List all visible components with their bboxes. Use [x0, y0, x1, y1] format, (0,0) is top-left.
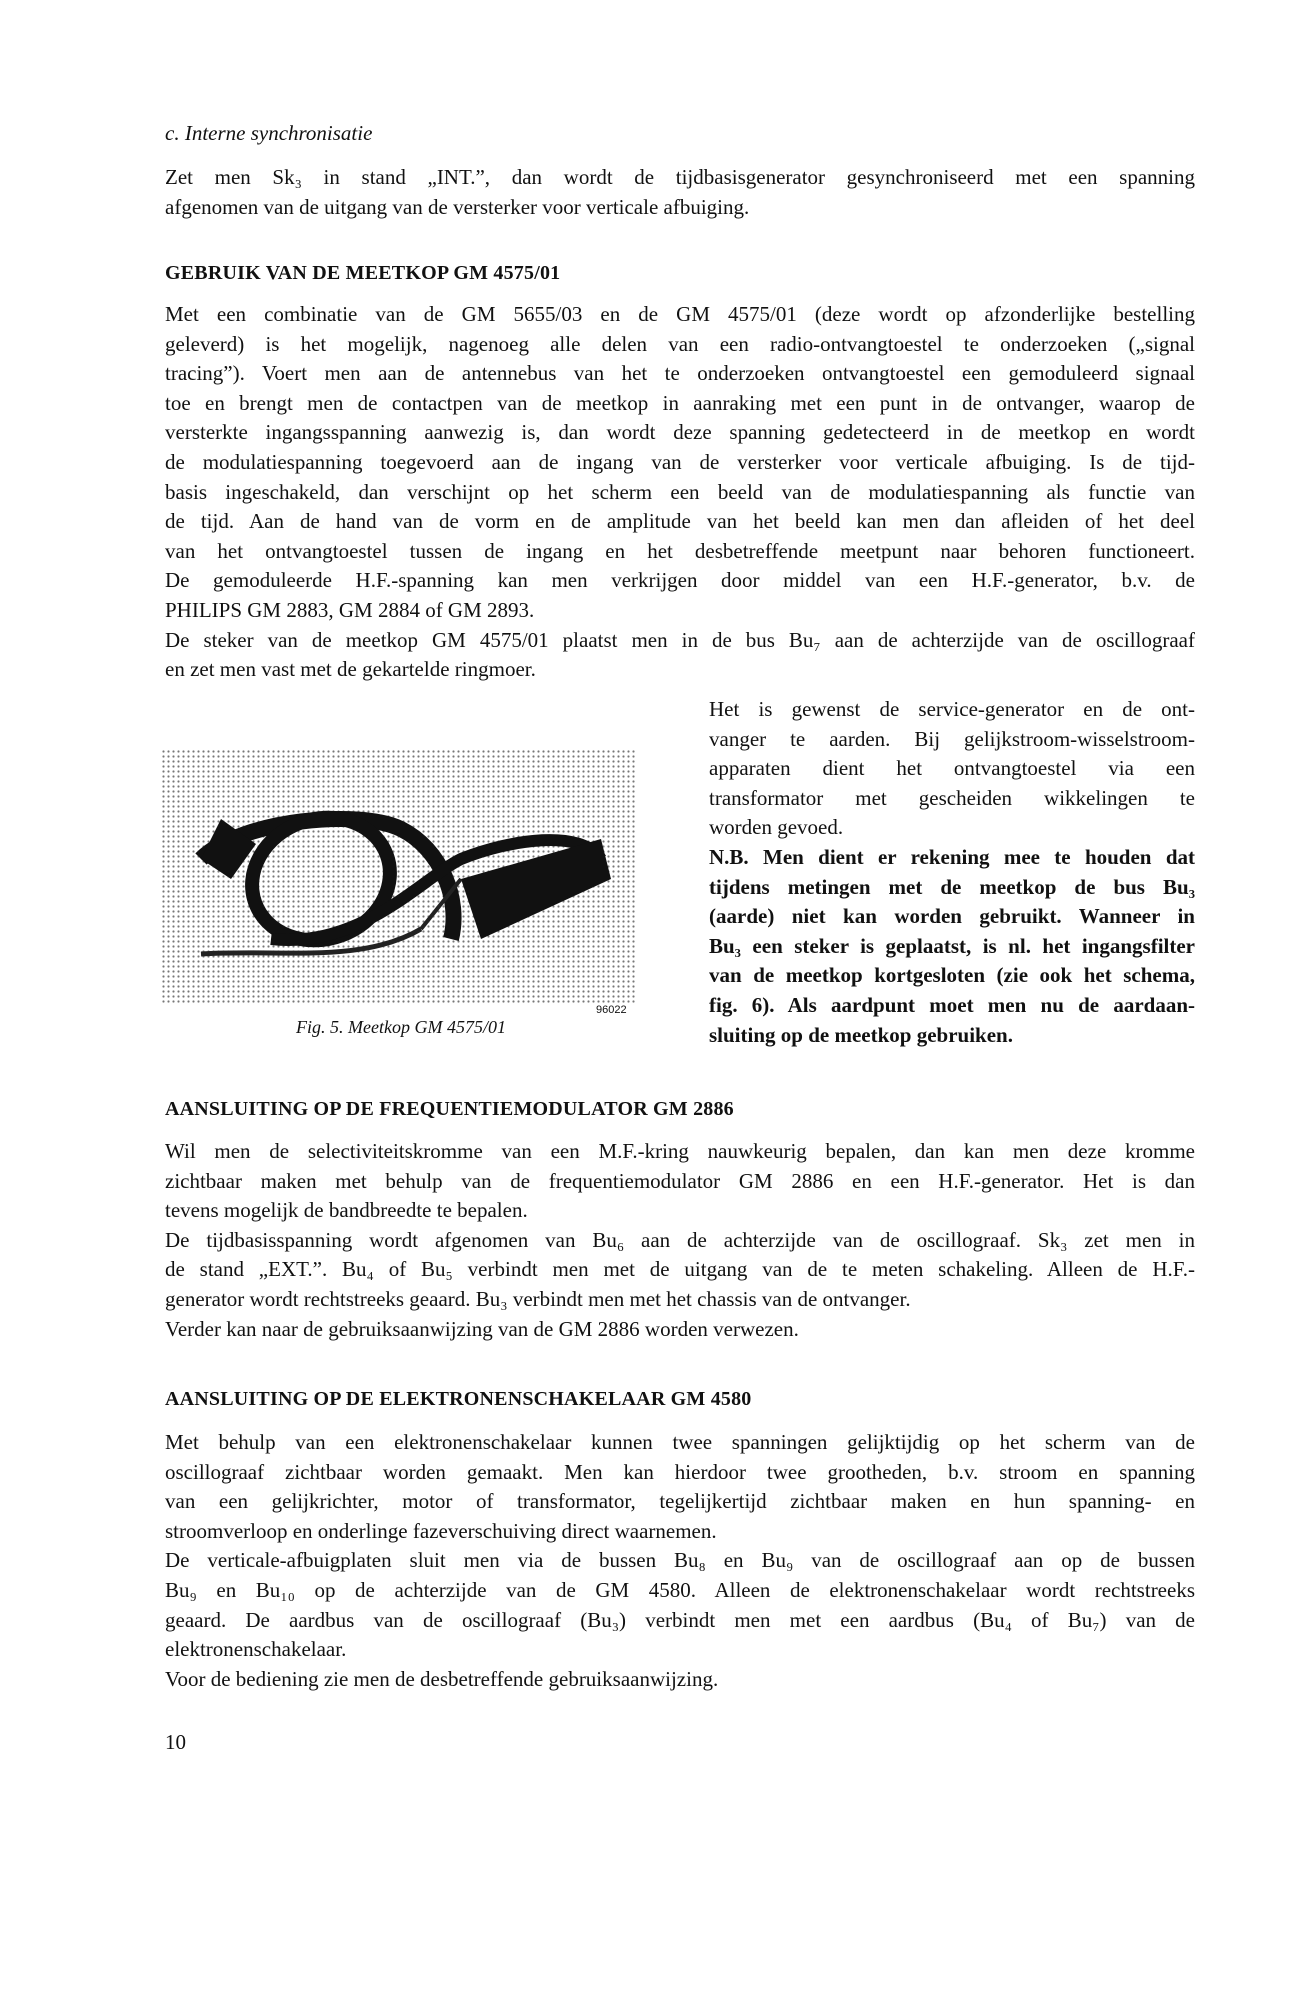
- text-line: van een gelijkrichter, motor of transformator, tegelijkertijd zichtbaar maken en hun spanning- en: [165, 1489, 1195, 1514]
- figure-code: 96022: [596, 1004, 627, 1016]
- paragraph-block: [165, 300, 1195, 685]
- text-line: De steker van de meetkop GM 4575/01 plaatst men in de bus Bu₇ aan de achterzijde van de oscillograaf: [165, 627, 1195, 652]
- text-line: en zet men vast met de gekartelde ringmoer.: [165, 657, 536, 682]
- page-number: 10: [165, 1730, 186, 1754]
- paragraph: [165, 1665, 1195, 1695]
- text-line: De verticale-afbuigplaten sluit men via de bussen Bu₈ en Bu₉ van de oscillograaf aan op de bussen: [165, 1548, 1195, 1573]
- text-line: apparaten dient het ontvangtoestel via een: [709, 756, 1195, 781]
- text-line: PHILIPS GM 2883, GM 2884 of GM 2893.: [165, 597, 535, 622]
- text-line: basis ingeschakeld, dan verschijnt op het scherm een beeld van de modulatiespanning als functie van: [165, 479, 1195, 504]
- text-line: afgenomen van de uitgang van de versterker voor verticale afbuiging.: [165, 194, 750, 219]
- right-column-text: [709, 695, 1195, 1050]
- text-line: oscillograaf zichtbaar worden gemaakt. Men kan hierdoor twee grootheden, b.v. stroom en spanning: [165, 1459, 1195, 1484]
- text-line: Bu₃ een steker is geplaatst, is nl. het ingangsfilter: [709, 933, 1195, 958]
- paragraph-block: [165, 1428, 1195, 1694]
- text-line: transformator met gescheiden wikkelingen te: [709, 785, 1195, 810]
- text-line: Voor de bediening zie men de desbetreffende gebruiksaanwijzing.: [165, 1666, 719, 1691]
- section-heading: GEBRUIK VAN DE MEETKOP GM 4575/01: [165, 262, 561, 284]
- text-line: De gemoduleerde H.F.-spanning kan men verkrijgen door middel van een H.F.-generator, b.v. de: [165, 568, 1195, 593]
- text-line: tevens mogelijk de bandbreedte te bepalen.: [165, 1198, 528, 1223]
- paragraph: [165, 1428, 1195, 1546]
- text-line: Het is gewenst de service-generator en de ont-: [709, 697, 1195, 721]
- paragraph-block: [165, 163, 1195, 222]
- section-heading: AANSLUITING OP DE ELEKTRONENSCHAKELAAR GM 4580: [165, 1388, 752, 1410]
- text-line: geleverd) is het mogelijk, nagenoeg alle delen van een radio-ontvangtoestel te onderzoeken („signal: [165, 331, 1195, 356]
- text-line: zichtbaar maken met behulp van de frequentiemodulator GM 2886 en een H.F.-generator. Het is dan: [165, 1168, 1195, 1193]
- text-line: geaard. De aardbus van de oscillograaf (Bu₃) verbindt men met een aardbus (Bu₄ of Bu₇) van de: [165, 1607, 1195, 1632]
- text-line: tijdens metingen met de meetkop de bus Bu₃: [709, 874, 1195, 899]
- figure-photo-meetkop: [161, 749, 635, 1003]
- paragraph: [165, 1137, 1195, 1226]
- text-line: elektronenschakelaar.: [165, 1637, 347, 1662]
- text-line: fig. 6). Als aardpunt moet men nu de aardaan-: [709, 992, 1195, 1017]
- text-line: tracing”). Voert men aan de antennebus van het te onderzoeken ontvangtoestel een gemoduleerd signaal: [165, 361, 1195, 386]
- text-line: de stand „EXT.”. Bu₄ of Bu₅ verbindt men met de uitgang van de te meten schakeling. Alleen de H.F.-: [165, 1257, 1195, 1282]
- text-line: van het ontvangtoestel tussen de ingang en het desbetreffende meetpunt naar behoren functioneert.: [165, 538, 1195, 563]
- text-line: Zet men Sk₃ in stand „INT.”, dan wordt de tijdbasisgenerator gesynchroniseerd met een spanning: [165, 165, 1195, 189]
- text-line: toe en brengt men de contactpen van de meetkop in aanraking met een punt in de ontvanger, waarop de: [165, 390, 1195, 415]
- text-line: worden gevoed.: [709, 815, 844, 840]
- paragraph: [709, 843, 1195, 1050]
- subsection-title: c. Interne synchronisatie: [165, 121, 373, 145]
- section-heading: AANSLUITING OP DE FREQUENTIEMODULATOR GM 2886: [165, 1098, 734, 1120]
- text-line: sluiting op de meetkop gebruiken.: [709, 1022, 1013, 1047]
- text-line: versterkte ingangsspanning aanwezig is, dan wordt deze spanning gedetecteerd in de meetkop en wordt: [165, 420, 1195, 445]
- figure-caption: Fig. 5. Meetkop GM 4575/01: [296, 1017, 506, 1037]
- paragraph: [165, 163, 1195, 222]
- text-line: Verder kan naar de gebruiksaanwijzing van de GM 2886 worden verwezen.: [165, 1316, 799, 1341]
- paragraph: [165, 1315, 1195, 1345]
- text-line: N.B. Men dient er rekening mee te houden dat: [709, 844, 1195, 869]
- text-line: vanger te aarden. Bij gelijkstroom-wisselstroom-: [709, 726, 1195, 751]
- paragraph: [165, 300, 1195, 626]
- paragraph: [165, 1226, 1195, 1315]
- text-line: de tijd. Aan de hand van de vorm en de amplitude van het beeld kan men dan afleiden of het deel: [165, 509, 1195, 534]
- text-line: Wil men de selectiviteitskromme van een M.F.-kring nauwkeurig bepalen, dan kan men deze kromme: [165, 1139, 1195, 1163]
- text-line: (aarde) niet kan worden gebruikt. Wanneer in: [709, 904, 1195, 929]
- paragraph-block: [165, 1137, 1195, 1344]
- text-line: Bu₉ en Bu₁₀ op de achterzijde van de GM 4580. Alleen de elektronenschakelaar wordt rechtstreeks: [165, 1577, 1195, 1602]
- text-line: generator wordt rechtstreeks geaard. Bu₃ verbindt men met het chassis van de ontvanger.: [165, 1286, 911, 1311]
- text-line: Met behulp van een elektronenschakelaar kunnen twee spanningen gelijktijdig op het scherm van de: [165, 1430, 1195, 1454]
- text-line: Met een combinatie van de GM 5655/03 en de GM 4575/01 (deze wordt op afzonderlijke bestelling: [165, 302, 1195, 326]
- text-line: de modulatiespanning toegevoerd aan de ingang van de versterker voor verticale afbuiging. Is de tijd-: [165, 449, 1195, 474]
- text-line: stroomverloop en onderlinge fazeverschuiving direct waarnemen.: [165, 1518, 717, 1543]
- paragraph: [709, 695, 1195, 843]
- text-line: van de meetkop kortgesloten (zie ook het schema,: [709, 963, 1195, 988]
- paragraph: [165, 626, 1195, 685]
- text-line: De tijdbasisspanning wordt afgenomen van Bu₆ aan de achterzijde van de oscillograaf. Sk₃ zet men in: [165, 1227, 1195, 1252]
- paragraph: [165, 1546, 1195, 1664]
